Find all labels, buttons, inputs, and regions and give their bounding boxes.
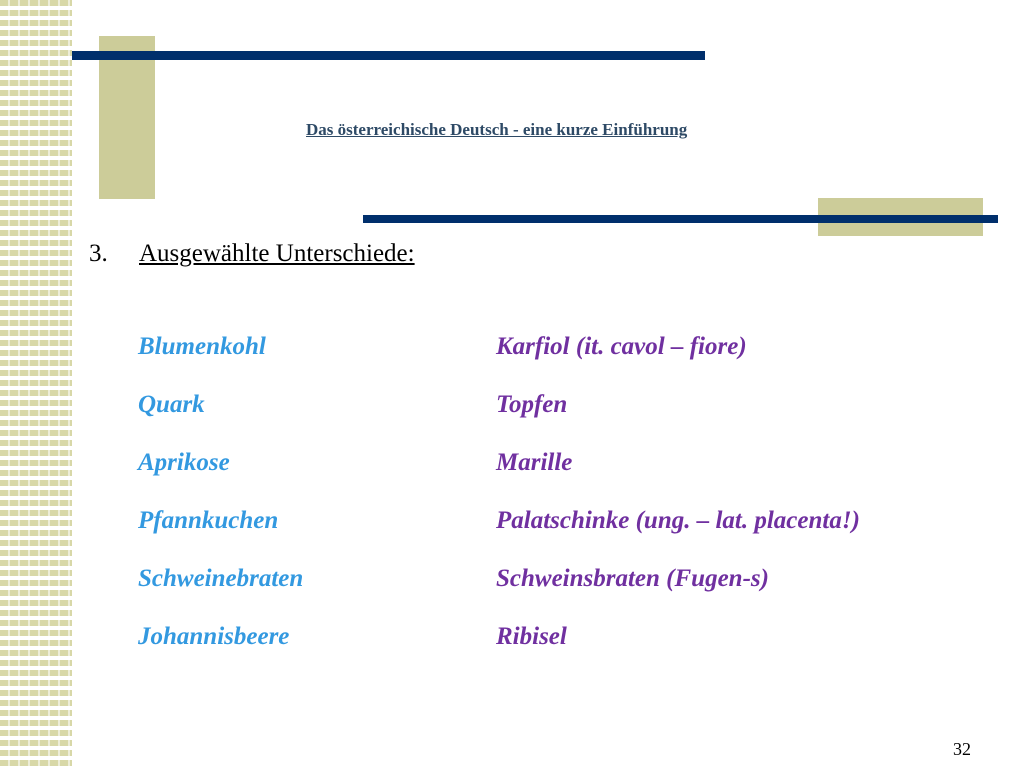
striped-side-decoration <box>0 0 72 768</box>
german-term: Quark <box>138 391 205 418</box>
accent-bar-middle <box>363 215 998 223</box>
section-title: Ausgewählte Unterschiede: <box>139 240 415 267</box>
section-number: 3. <box>89 240 108 267</box>
german-term: Johannisbeere <box>138 623 290 650</box>
accent-block-top <box>99 36 155 199</box>
austrian-term: Schweinsbraten (Fugen-s) <box>496 565 769 592</box>
austrian-term: Karfiol (it. cavol – fiore) <box>496 333 747 360</box>
section-heading <box>89 240 415 268</box>
austrian-term: Palatschinke (ung. – lat. placenta!) <box>496 507 860 534</box>
austrian-term: Topfen <box>496 391 568 418</box>
page-number: 32 <box>953 739 971 759</box>
german-term: Pfannkuchen <box>138 507 279 534</box>
german-term: Blumenkohl <box>138 333 266 360</box>
austrian-term: Ribisel <box>496 623 567 650</box>
german-term: Schweinebraten <box>138 565 304 592</box>
german-term: Aprikose <box>138 449 230 476</box>
accent-bar-top <box>72 51 705 60</box>
slide-subtitle: Das österreichische Deutsch - eine kurze Einführung <box>306 120 688 139</box>
austrian-term: Marille <box>496 449 573 476</box>
